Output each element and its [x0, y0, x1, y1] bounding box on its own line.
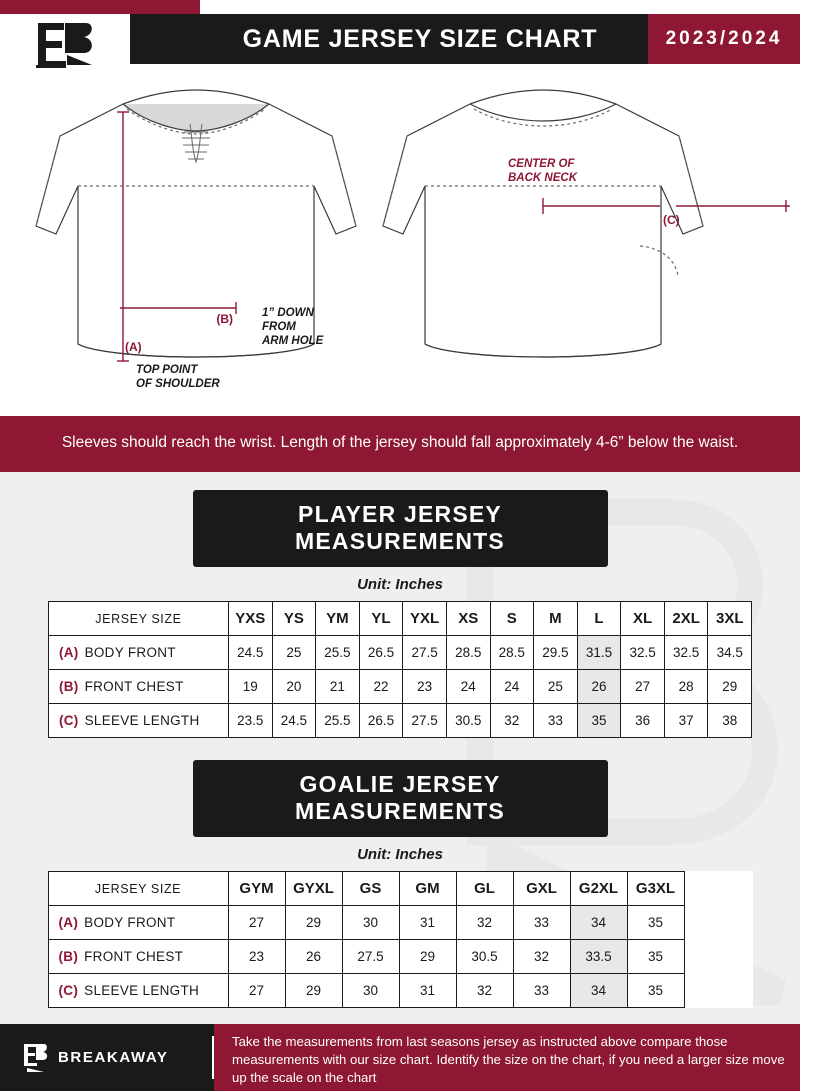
player-size-7: M	[534, 602, 578, 636]
breakaway-b-logo-icon	[22, 1043, 48, 1073]
table-row	[48, 670, 751, 704]
table-row	[48, 906, 752, 940]
jersey-diagram-svg	[0, 76, 800, 416]
player-size-1: YS	[272, 602, 316, 636]
player-row-0-label	[48, 636, 228, 670]
cell: 34.5	[708, 636, 752, 670]
cell: 34	[570, 974, 627, 1008]
svg-text:OF SHOULDER: OF SHOULDER	[136, 378, 220, 390]
row-label-text: SLEEVE LENGTH	[84, 713, 200, 729]
footer-instructions: Take the measurements from last seasons jersey as instructed above compare those measurements with our size chart. Identify the size on the chart, if you need a larger size move up the scale on the chart	[214, 1024, 800, 1091]
player-size-11: 3XL	[708, 602, 752, 636]
cell: 38	[708, 704, 752, 738]
cell: 35	[627, 906, 684, 940]
cell: 22	[359, 670, 403, 704]
player-size-8: L	[577, 602, 621, 636]
cell: 25.5	[316, 704, 360, 738]
svg-text:BACK NECK: BACK NECK	[508, 172, 577, 184]
svg-text:FROM: FROM	[262, 321, 296, 333]
cell: 24.5	[228, 636, 272, 670]
row-label-text: BODY FRONT	[84, 915, 176, 931]
label-a-marker: (A)	[125, 340, 142, 354]
goalie-size-2: GS	[342, 872, 399, 906]
row-label-text: FRONT CHEST	[84, 679, 184, 695]
cell: 29	[708, 670, 752, 704]
brand-logo	[0, 14, 130, 76]
cell: 23.5	[228, 704, 272, 738]
fit-note: Sleeves should reach the wrist. Length of the jersey should fall approximately 4-6” below the waist.	[0, 416, 800, 472]
cell: 31.5	[577, 636, 621, 670]
player-section-title: PLAYER JERSEY MEASUREMENTS	[193, 490, 608, 567]
cell: 30.5	[446, 704, 490, 738]
cell: 23	[403, 670, 447, 704]
page-header	[0, 0, 800, 76]
footer-brand	[0, 1024, 212, 1091]
cell: 29.5	[534, 636, 578, 670]
cell: 35	[627, 940, 684, 974]
label-b-marker: (B)	[216, 312, 233, 326]
cell: 36	[621, 704, 665, 738]
cell: 24	[490, 670, 534, 704]
goalie-size-4: GL	[456, 872, 513, 906]
player-size-9: XL	[621, 602, 665, 636]
table-row	[48, 704, 751, 738]
cell: 32.5	[621, 636, 665, 670]
label-center-back-neck: CENTER OF	[508, 158, 575, 170]
cell: 31	[399, 906, 456, 940]
row-tag-c: (C)	[58, 983, 79, 999]
breakaway-b-logo-icon	[34, 21, 96, 69]
goalie-size-0: GYM	[228, 872, 285, 906]
cell: 19	[228, 670, 272, 704]
label-shoulder: TOP POINT	[136, 364, 198, 376]
cell: 32.5	[664, 636, 708, 670]
cell: 25.5	[316, 636, 360, 670]
goalie-header-label: JERSEY SIZE	[48, 872, 228, 906]
goalie-row-2-label	[48, 974, 228, 1008]
row-label-text: SLEEVE LENGTH	[84, 983, 200, 999]
measurements-body	[0, 472, 800, 1024]
player-row-2-label	[48, 704, 228, 738]
header-accent-block	[0, 0, 200, 14]
cell: 24	[446, 670, 490, 704]
player-size-2: YM	[316, 602, 360, 636]
player-row-1-label	[48, 670, 228, 704]
spacer-cell	[684, 872, 752, 906]
goalie-section-title: GOALIE JERSEY MEASUREMENTS	[193, 760, 608, 837]
table-row	[48, 636, 751, 670]
page-title: GAME JERSEY SIZE CHART	[242, 24, 598, 53]
player-size-3: YL	[359, 602, 403, 636]
cell: 21	[316, 670, 360, 704]
table-row	[48, 940, 752, 974]
goalie-size-7: G3XL	[627, 872, 684, 906]
cell: 33.5	[570, 940, 627, 974]
row-tag-b: (B)	[58, 949, 79, 965]
player-header-label: JERSEY SIZE	[48, 602, 228, 636]
cell: 26	[577, 670, 621, 704]
cell: 30	[342, 974, 399, 1008]
goalie-unit-label: Unit: Inches	[357, 846, 443, 864]
goalie-measurements-table	[48, 871, 753, 1008]
cell: 32	[456, 906, 513, 940]
player-size-4: YXL	[403, 602, 447, 636]
player-measurements-table	[48, 601, 752, 738]
cell: 33	[513, 906, 570, 940]
cell: 30	[342, 906, 399, 940]
row-label-text: FRONT CHEST	[84, 949, 184, 965]
player-size-5: XS	[446, 602, 490, 636]
row-label-text: BODY FRONT	[84, 645, 176, 661]
cell: 26.5	[359, 636, 403, 670]
label-c-marker: (C)	[663, 213, 680, 227]
cell: 23	[228, 940, 285, 974]
cell: 37	[664, 704, 708, 738]
row-tag-c: (C)	[58, 713, 79, 729]
cell: 31	[399, 974, 456, 1008]
jersey-illustration	[0, 76, 800, 416]
cell: 27.5	[403, 636, 447, 670]
cell: 35	[627, 974, 684, 1008]
season-badge: 2023/2024	[648, 14, 800, 64]
cell: 27	[621, 670, 665, 704]
cell: 29	[285, 906, 342, 940]
player-unit-label: Unit: Inches	[357, 576, 443, 594]
player-size-10: 2XL	[664, 602, 708, 636]
cell: 35	[577, 704, 621, 738]
table-row	[48, 974, 752, 1008]
label-arm-hole: 1” DOWN	[262, 307, 314, 319]
cell: 29	[285, 974, 342, 1008]
spacer-cell	[684, 974, 752, 1008]
table-header-row	[48, 872, 752, 906]
cell: 28.5	[446, 636, 490, 670]
goalie-size-5: GXL	[513, 872, 570, 906]
cell: 34	[570, 906, 627, 940]
player-size-6: S	[490, 602, 534, 636]
cell: 27	[228, 906, 285, 940]
cell: 28	[664, 670, 708, 704]
svg-text:ARM HOLE: ARM HOLE	[262, 335, 324, 347]
cell: 32	[490, 704, 534, 738]
footer-brand-name: BREAKAWAY	[58, 1049, 169, 1067]
cell: 28.5	[490, 636, 534, 670]
cell: 33	[534, 704, 578, 738]
goalie-row-0-label	[48, 906, 228, 940]
cell: 27.5	[403, 704, 447, 738]
cell: 26.5	[359, 704, 403, 738]
cell: 26	[285, 940, 342, 974]
table-header-row	[48, 602, 751, 636]
goalie-size-3: GM	[399, 872, 456, 906]
cell: 25	[534, 670, 578, 704]
cell: 30.5	[456, 940, 513, 974]
row-tag-b: (B)	[58, 679, 79, 695]
cell: 32	[513, 940, 570, 974]
cell: 27	[228, 974, 285, 1008]
cell: 27.5	[342, 940, 399, 974]
player-size-0: YXS	[228, 602, 272, 636]
goalie-row-1-label	[48, 940, 228, 974]
goalie-size-1: GYXL	[285, 872, 342, 906]
goalie-size-6: G2XL	[570, 872, 627, 906]
page-footer	[0, 1024, 800, 1091]
cell: 24.5	[272, 704, 316, 738]
cell: 33	[513, 974, 570, 1008]
row-tag-a: (A)	[58, 645, 79, 661]
row-tag-a: (A)	[58, 915, 79, 931]
cell: 20	[272, 670, 316, 704]
spacer-cell	[684, 906, 752, 940]
spacer-cell	[684, 940, 752, 974]
cell: 32	[456, 974, 513, 1008]
cell: 25	[272, 636, 316, 670]
cell: 29	[399, 940, 456, 974]
